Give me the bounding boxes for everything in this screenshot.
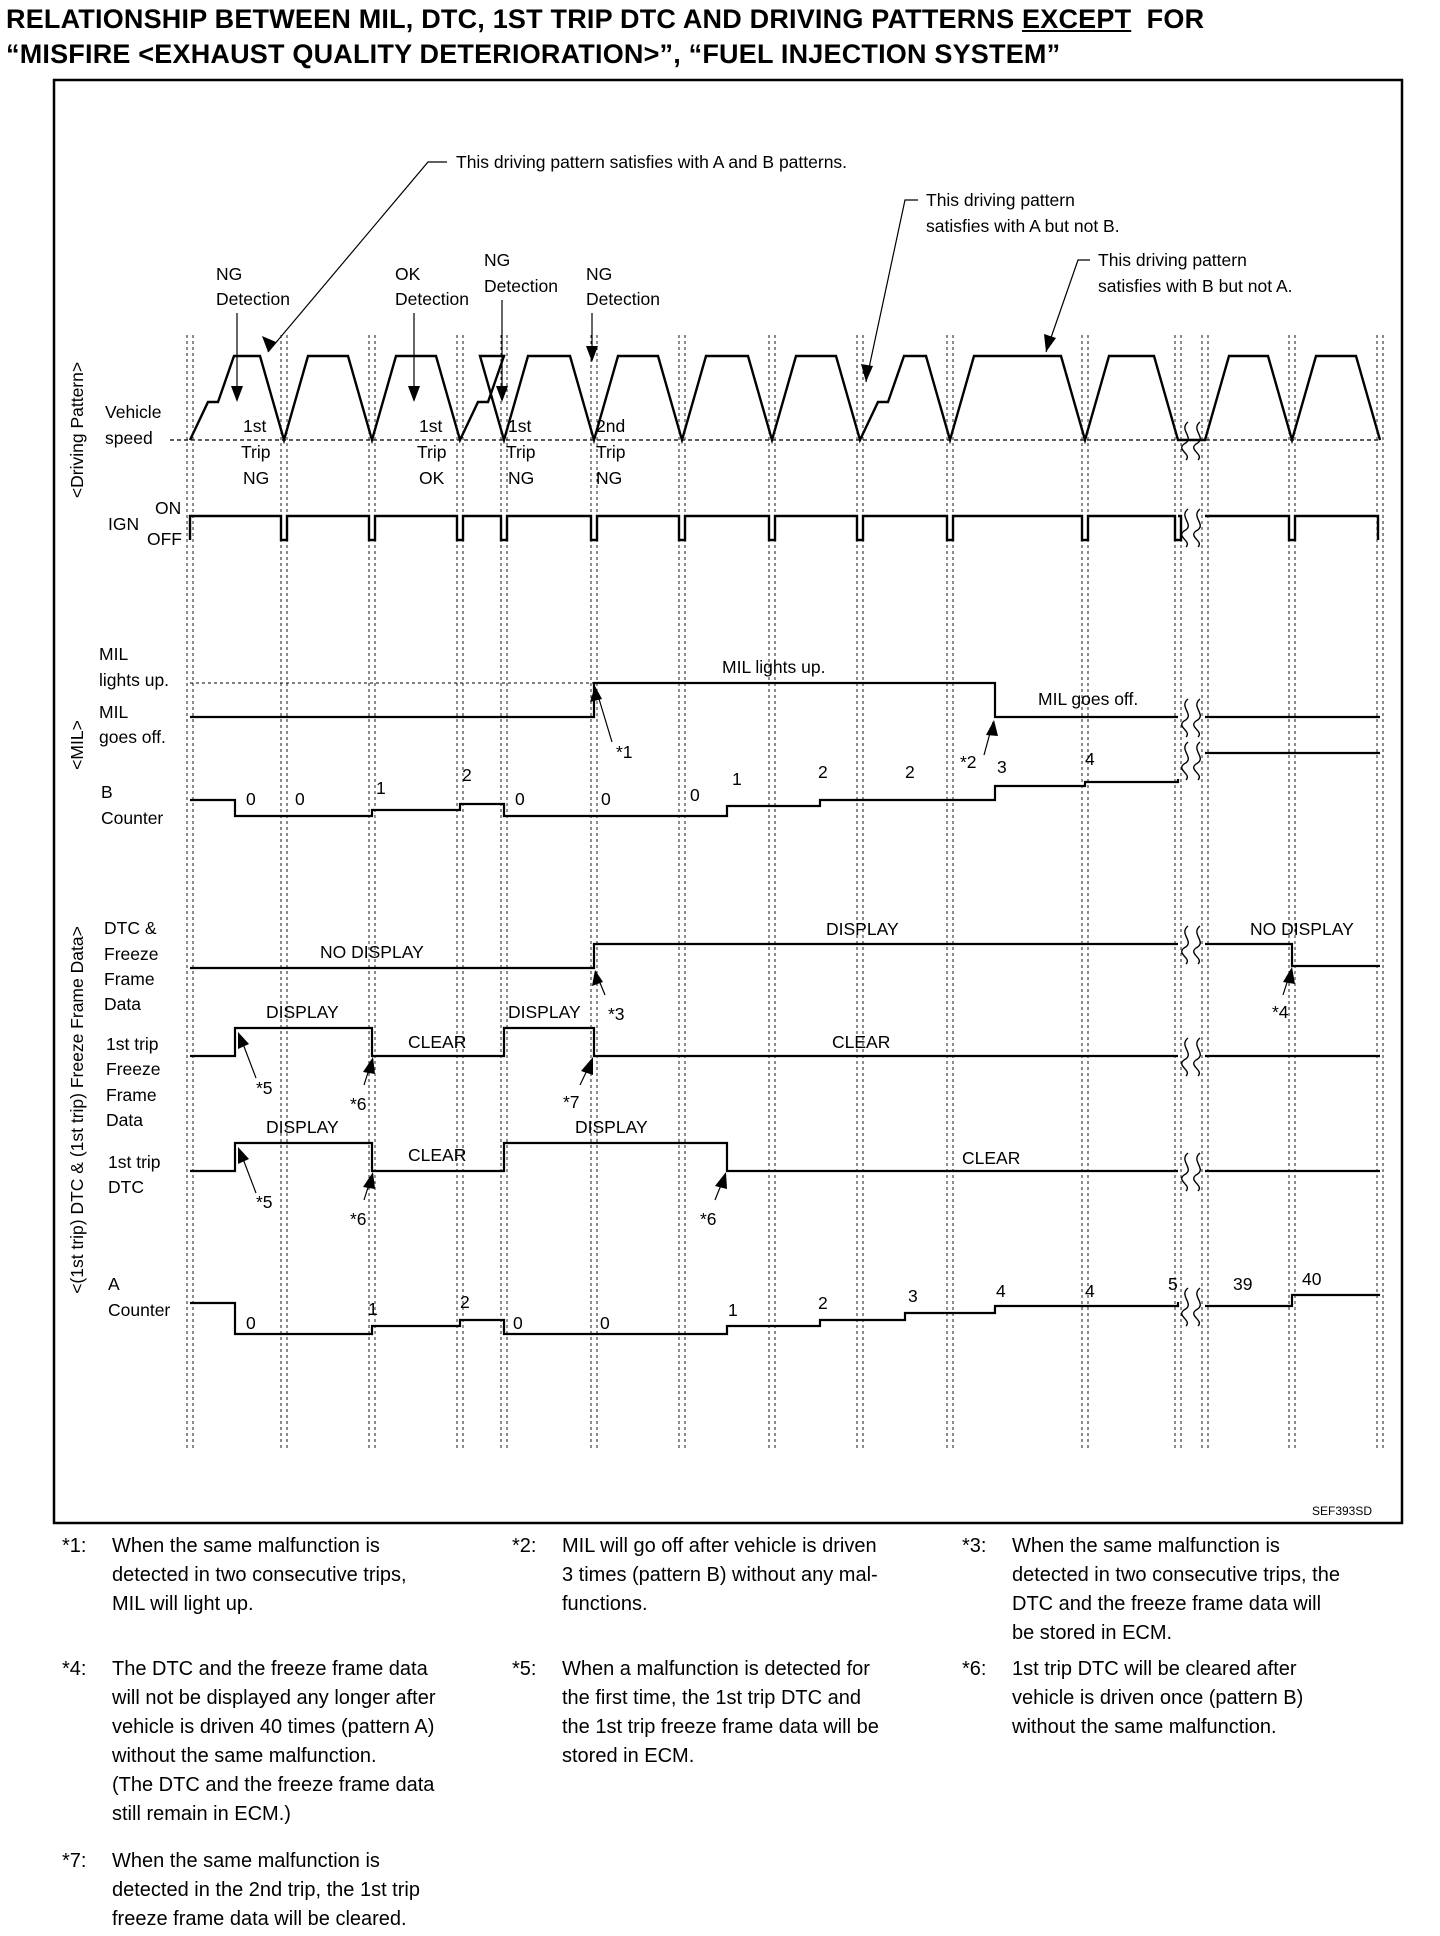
side-label-driving-pattern: <Driving Pattern> xyxy=(67,361,87,499)
mil-signal xyxy=(190,683,1178,717)
break-symbol xyxy=(1182,1288,1189,1326)
label-dtc-ffd-3: Frame xyxy=(104,969,155,989)
label-vehicle-speed-2: speed xyxy=(105,428,153,448)
ign-signal xyxy=(190,516,1181,540)
label-ffd-1st-3: Frame xyxy=(106,1085,157,1105)
b-counter-signal xyxy=(190,779,1178,816)
svg-text:NG: NG xyxy=(484,250,511,270)
svg-text:*5: *5 xyxy=(256,1078,273,1098)
label-ffd-1st-4: Data xyxy=(106,1110,143,1130)
trip-1-label-3: NG xyxy=(243,468,270,488)
label-vehicle-speed-1: Vehicle xyxy=(105,402,162,422)
label-dtc-ffd-1: DTC & xyxy=(104,918,157,938)
b-counter-value: 2 xyxy=(818,762,828,782)
title-line2: “MISFIRE <EXHAUST QUALITY DETERIORATION>”, “FUEL INJECTION SYSTEM” xyxy=(6,39,1061,69)
b-counter-value: 0 xyxy=(246,789,256,809)
trip-2-label-2: Trip xyxy=(417,442,447,462)
annotation-a-not-b xyxy=(861,190,1120,382)
label-dtc-ffd-4: Data xyxy=(104,994,141,1014)
marker-5a xyxy=(238,1032,273,1098)
a-counter-value: 5 xyxy=(1168,1274,1178,1294)
break-symbol xyxy=(1182,1153,1189,1191)
a-counter-value: 4 xyxy=(996,1281,1006,1301)
label-dtc-ffd-2: Freeze xyxy=(104,944,159,964)
label-ffd-1st-1: 1st trip xyxy=(106,1034,159,1054)
ign-signal-tail xyxy=(1205,516,1378,540)
marker-1 xyxy=(590,686,633,762)
side-label-mil: <MIL> xyxy=(67,720,87,770)
svg-text:Detection: Detection xyxy=(586,289,660,309)
mil-lights-up-label: MIL lights up. xyxy=(722,657,826,677)
break-symbol xyxy=(1194,926,1201,964)
a-counter-value: 1 xyxy=(368,1299,378,1319)
trip-4-label-1: 2nd xyxy=(596,416,626,436)
marker-2 xyxy=(960,720,998,772)
trip-boundary-lines xyxy=(187,335,1383,1450)
label-dtc-1st-1: 1st trip xyxy=(108,1152,161,1172)
b-counter-value: 3 xyxy=(997,757,1007,777)
dtc-ffd-signal-tail xyxy=(1205,944,1380,966)
svg-text:satisfies with A but not B.: satisfies with A but not B. xyxy=(926,216,1120,236)
svg-text:*3: *3 xyxy=(608,1004,625,1024)
svg-text:NG: NG xyxy=(216,264,243,284)
svg-text:*6: *6 xyxy=(350,1209,367,1229)
trip-3-label-3: NG xyxy=(508,468,535,488)
title-line1: RELATIONSHIP BETWEEN MIL, DTC, 1ST TRIP DTC AND DRIVING PATTERNS xyxy=(6,4,1023,34)
trip-4-label-2: Trip xyxy=(596,442,626,462)
break-symbol xyxy=(1194,742,1201,780)
dtc-ffd-no-display: NO DISPLAY xyxy=(320,942,424,962)
a-counter-value: 3 xyxy=(908,1286,918,1306)
a-counter-value: 39 xyxy=(1233,1274,1253,1294)
marker-6b xyxy=(350,1172,375,1229)
a-counter-value: 2 xyxy=(460,1292,470,1312)
svg-text:This driving pattern: This driving pattern xyxy=(1098,250,1247,270)
b-counter-value: 2 xyxy=(462,765,472,785)
a-counter-values xyxy=(246,1269,1322,1333)
svg-text:OK: OK xyxy=(395,264,421,284)
label-ffd-1st-2: Freeze xyxy=(106,1059,161,1079)
label-b-counter-1: B xyxy=(101,782,113,802)
annotation-ab-pattern xyxy=(262,152,847,352)
a-counter-value: 0 xyxy=(600,1313,610,1333)
break-symbol xyxy=(1194,509,1201,547)
b-counter-value: 0 xyxy=(690,785,700,805)
annotation-ng-detection-1 xyxy=(216,264,290,402)
break-symbol xyxy=(1182,699,1189,737)
label-ign-on: ON xyxy=(155,498,182,518)
vehicle-speed-wave xyxy=(190,356,1380,440)
label-a-counter-2: Counter xyxy=(108,1300,171,1320)
trip-3-label-2: Trip xyxy=(506,442,536,462)
a-counter-signal-tail xyxy=(1205,1295,1380,1306)
label-b-counter-2: Counter xyxy=(101,808,164,828)
marker-4 xyxy=(1272,967,1295,1022)
trip-2-label-1: 1st xyxy=(419,416,443,436)
a-counter-signal xyxy=(190,1302,1178,1334)
a-counter-value: 4 xyxy=(1085,1281,1095,1301)
diagram-id: SEF393SD xyxy=(1312,1504,1373,1518)
ffd-1st-display-2: DISPLAY xyxy=(508,1002,581,1022)
svg-text:satisfies with B but not A.: satisfies with B but not A. xyxy=(1098,276,1293,296)
label-ign: IGN xyxy=(108,514,140,534)
b-counter-value: 2 xyxy=(905,762,915,782)
title-for: FOR xyxy=(1131,4,1205,34)
a-counter-value: 1 xyxy=(728,1300,738,1320)
dtc-ffd-no-display-2: NO DISPLAY xyxy=(1250,919,1354,939)
break-symbol xyxy=(1194,1038,1201,1076)
b-counter-value: 1 xyxy=(376,778,386,798)
annotation-ng-detection-3 xyxy=(586,264,660,362)
a-counter-value: 0 xyxy=(513,1313,523,1333)
marker-7 xyxy=(563,1057,593,1112)
trip-4-label-3: NG xyxy=(596,468,623,488)
dtc-1st-clear-1: CLEAR xyxy=(408,1145,467,1165)
side-label-dtc-group: <(1st trip) DTC & (1st trip) Freeze Frame Data> xyxy=(67,926,87,1294)
label-mil-up-2: lights up. xyxy=(99,670,170,690)
b-counter-value: 0 xyxy=(515,789,525,809)
svg-text:*1: *1 xyxy=(616,742,633,762)
break-symbol xyxy=(1194,699,1201,737)
b-counter-value: 1 xyxy=(732,769,742,789)
svg-text:Detection: Detection xyxy=(216,289,290,309)
a-counter-value: 0 xyxy=(246,1313,256,1333)
svg-text:*5: *5 xyxy=(256,1192,273,1212)
label-mil-off-2: goes off. xyxy=(99,727,166,747)
trip-1-label-1: 1st xyxy=(243,416,267,436)
break-symbol xyxy=(1182,926,1189,964)
trip-2-label-3: OK xyxy=(419,468,445,488)
svg-text:*7: *7 xyxy=(563,1092,580,1112)
label-mil-up-1: MIL xyxy=(99,644,129,664)
marker-5b xyxy=(238,1147,273,1212)
dtc-ffd-display: DISPLAY xyxy=(826,919,899,939)
svg-text:*6: *6 xyxy=(350,1094,367,1114)
svg-text:This driving pattern: This driving pattern xyxy=(926,190,1075,210)
annotation-ok-detection xyxy=(395,264,469,402)
label-ign-off: OFF xyxy=(147,529,182,549)
a-counter-value: 2 xyxy=(818,1293,828,1313)
break-symbol xyxy=(1182,1038,1189,1076)
dtc-1st-signal xyxy=(190,1143,1178,1171)
ffd-1st-clear-2: CLEAR xyxy=(832,1032,891,1052)
svg-text:*2: *2 xyxy=(960,752,977,772)
marker-6c xyxy=(700,1172,727,1229)
svg-text:NG: NG xyxy=(586,264,613,284)
dtc-1st-clear-2: CLEAR xyxy=(962,1148,1021,1168)
break-symbol xyxy=(1194,1288,1201,1326)
a-counter-value: 40 xyxy=(1302,1269,1322,1289)
dtc-1st-display-2: DISPLAY xyxy=(575,1117,648,1137)
b-counter-value: 0 xyxy=(601,789,611,809)
b-counter-value: 4 xyxy=(1085,749,1095,769)
svg-text:This driving pattern satisfies: This driving pattern satisfies with A and B patterns. xyxy=(456,152,848,172)
ffd-1st-display-1: DISPLAY xyxy=(266,1002,339,1022)
label-a-counter-1: A xyxy=(108,1274,120,1294)
mil-goes-off-label: MIL goes off. xyxy=(1038,689,1139,709)
ffd-1st-clear-1: CLEAR xyxy=(408,1032,467,1052)
time-break-symbols xyxy=(1182,422,1201,1326)
svg-text:Detection: Detection xyxy=(484,276,558,296)
ffd-1st-signal xyxy=(190,1028,1178,1056)
title-except: EXCEPT xyxy=(1022,4,1132,34)
dtc-1st-display-1: DISPLAY xyxy=(266,1117,339,1137)
break-symbol xyxy=(1182,742,1189,780)
svg-text:*6: *6 xyxy=(700,1209,717,1229)
annotation-b-not-a xyxy=(1044,250,1293,352)
b-counter-value: 0 xyxy=(295,789,305,809)
break-symbol xyxy=(1194,1153,1201,1191)
label-mil-off-1: MIL xyxy=(99,702,129,722)
svg-text:*4: *4 xyxy=(1272,1002,1289,1022)
svg-text:Detection: Detection xyxy=(395,289,469,309)
label-dtc-1st-2: DTC xyxy=(108,1177,144,1197)
trip-3-label-1: 1st xyxy=(508,416,532,436)
trip-1-label-2: Trip xyxy=(241,442,271,462)
marker-6a xyxy=(350,1057,375,1114)
break-symbol xyxy=(1182,509,1189,547)
